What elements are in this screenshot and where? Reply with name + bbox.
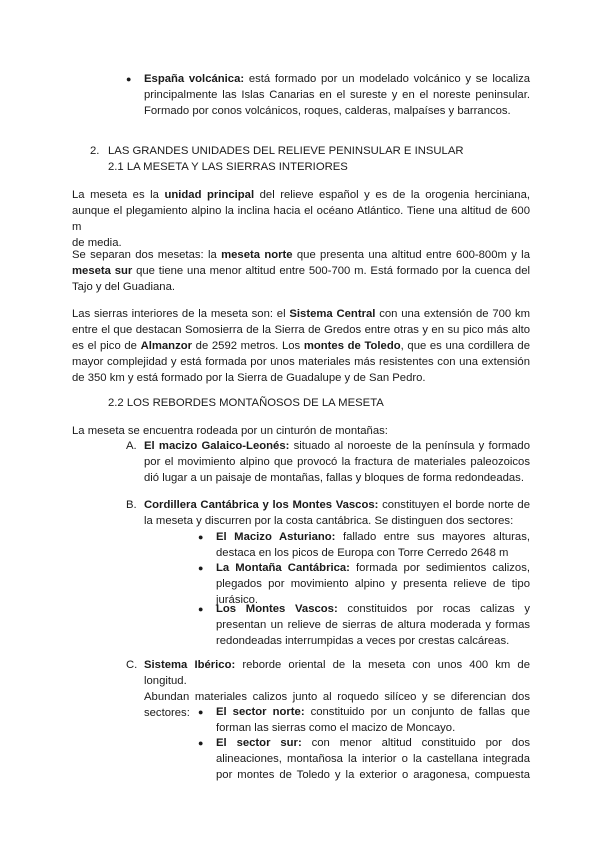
sub-bullet-montes-vascos: ● Los Montes Vascos: constituidos por rocas calizas y presentan un relieve de sierras de altura moderada y formas redondeadas interrumpidas a veces por crestas calcáreas. — [198, 603, 531, 647]
paragraph-dos-mesetas: Se separan dos mesetas: la meseta norte que presenta una altitud entre 600-800m y la meseta sur que tiene una menor altitud entre 500-700 m. Está formado por la cuenca del Tajo y del Guadiana. — [72, 249, 530, 293]
bullet-icon: ● — [198, 604, 204, 614]
paragraph-meseta: La meseta es la unidad principal del relieve español y es de la orogenia herciniana, aunque el plegamiento alpino la inclina hacia el océano Atlántico. Tiene una altitud de 600 m de media. — [72, 189, 530, 249]
subsection-heading-2-2: 2.2 LOS REBORDES MONTAÑOSOS DE LA MESETA — [108, 397, 384, 409]
bullet-icon: ● — [198, 738, 204, 748]
sub-bullet-macizo-asturiano: ● El Macizo Asturiano: fallado entre sus mayores alturas, destaca en los picos de Europa con Torre Cerredo 2648 m — [198, 531, 530, 559]
subsection-heading-2-1: 2.1 LA MESETA Y LAS SIERRAS INTERIORES — [108, 161, 348, 173]
paragraph-cinturon: La meseta se encuentra rodeada por un cinturón de montañas: — [72, 425, 388, 437]
bullet-icon: ● — [198, 707, 204, 717]
sub-bullet-sector-sur: ● El sector sur: con menor altitud constituido por dos alineaciones, montañosa la interior o la castellana integrada por montes de Toledo y la exterior o aragonesa, compuesta — [198, 737, 531, 781]
list-item-c: C. Sistema Ibérico: reborde oriental de la meseta con unos 400 km de longitud. Abundan materiales calizos junto al roquedo silíceo y se diferencian dos sectores: — [126, 659, 530, 719]
sub-bullet-montana-cantabrica: ● La Montaña Cantábrica: formada por sedimientos calizos, plegados por movimiento alpino y presenta relieve de tipo jurásico. — [198, 562, 530, 606]
list-marker: A. — [126, 440, 137, 452]
paragraph-sierras-interiores: Las sierras interiores de la meseta son: el Sistema Central con una extensión de 700 km entre el que destacan Somosierra de la Sierra de Gredos entre otras y en su pico más alto es el pico de Almanzor de 2592 metros. Los montes de Toledo, que es una cordillera de mayor complejidad y está formada por unos materiales más resistentes con una extensión de 350 km y está formado por la Sierra de Guadalupe y de San Pedro. — [72, 308, 531, 384]
bullet-icon: ● — [198, 563, 204, 573]
list-item-b: B. Cordillera Cantábrica y los Montes Vascos: constituyen el borde norte de la meseta y discurren por la costa cantábrica. Se distinguen dos sectores: — [126, 499, 530, 527]
list-marker: B. — [126, 499, 137, 511]
list-item-a: A. El macizo Galaico-Leonés: situado al noroeste de la península y formado por el movimiento alpino que provocó la fractura de materiales paleozoicos dió lugar a un paisaje de montañas, fallas y bloques de forma redondeadas. — [126, 440, 530, 484]
bullet-icon: ● — [198, 532, 204, 542]
bullet-icon: ● — [126, 74, 132, 84]
section-heading-2: 2. LAS GRANDES UNIDADES DEL RELIEVE PENINSULAR E INSULAR — [90, 145, 464, 157]
bullet-item-espana-volcanica: ● España volcánica: está formado por un modelado volcánico y se localiza principalmente las Islas Canarias en el sureste y en el noreste peninsular. Formado por conos volcánicos, roques, calderas, malpaíses y barrancos. — [126, 73, 531, 117]
list-marker: C. — [126, 659, 138, 671]
sub-bullet-sector-norte: ● El sector norte: constituido por un conjunto de fallas que forman las sierras como el macizo de Moncayo. — [198, 706, 530, 734]
